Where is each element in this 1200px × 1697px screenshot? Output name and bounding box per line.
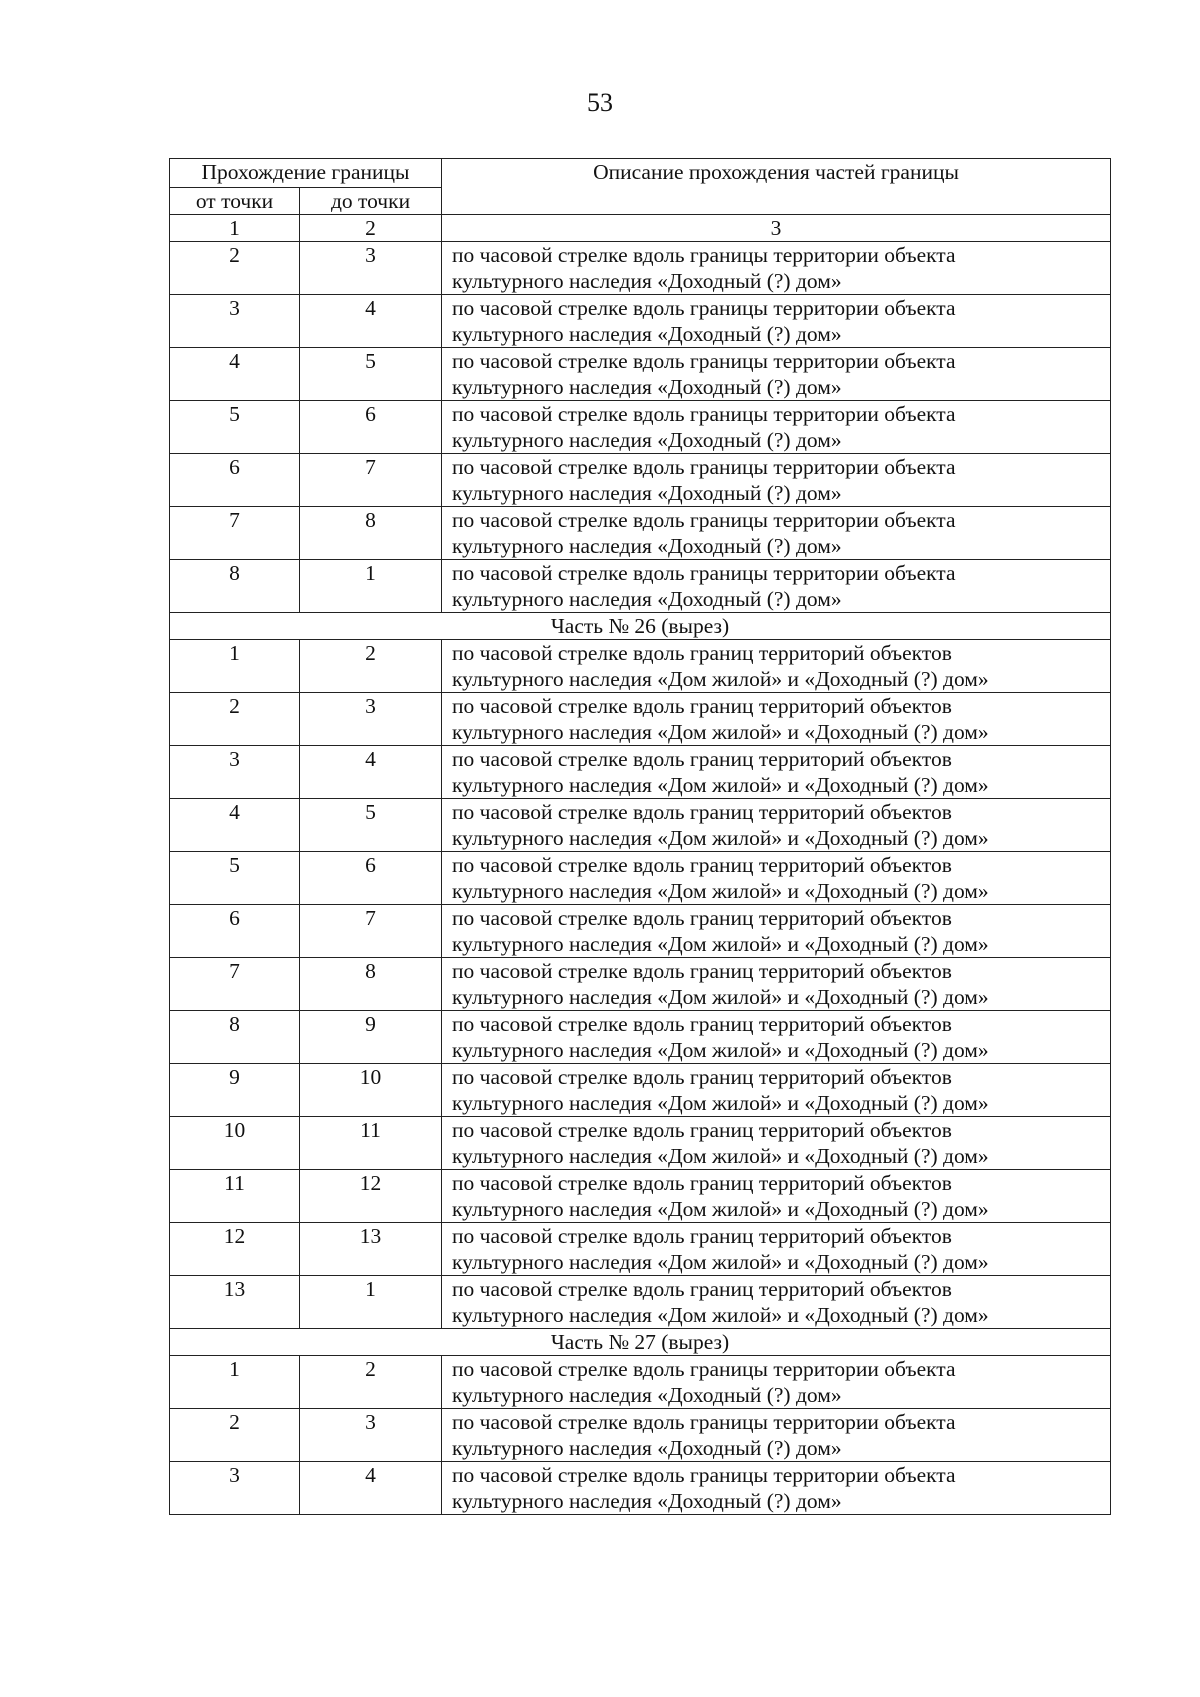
to-point-cell: 1 bbox=[300, 560, 442, 613]
header-boundary-passage: Прохождение границы bbox=[170, 159, 442, 188]
description-line-1: по часовой стрелке вдоль границ территорий объектов bbox=[452, 1118, 952, 1142]
description-cell bbox=[442, 1117, 1111, 1170]
table-row bbox=[170, 640, 1111, 693]
from-point-cell: 9 bbox=[170, 1064, 300, 1117]
table-row bbox=[170, 693, 1111, 746]
table-row bbox=[170, 1409, 1111, 1462]
to-point-cell: 12 bbox=[300, 1170, 442, 1223]
description-line-2: культурного наследия «Доходный (?) дом» bbox=[452, 534, 842, 558]
description-line-2: культурного наследия «Доходный (?) дом» bbox=[452, 1436, 842, 1460]
to-point-cell: 13 bbox=[300, 1223, 442, 1276]
description-line-2: культурного наследия «Доходный (?) дом» bbox=[452, 322, 842, 346]
from-point-cell: 1 bbox=[170, 640, 300, 693]
to-point-cell: 4 bbox=[300, 1462, 442, 1515]
description-cell bbox=[442, 746, 1111, 799]
description-cell bbox=[442, 507, 1111, 560]
description-line-1: по часовой стрелке вдоль границы территории объекта bbox=[452, 508, 956, 532]
to-point-cell: 2 bbox=[300, 1356, 442, 1409]
description-cell bbox=[442, 1011, 1111, 1064]
description-line-1: по часовой стрелке вдоль границ территорий объектов bbox=[452, 959, 952, 983]
description-line-2: культурного наследия «Дом жилой» и «Доходный (?) дом» bbox=[452, 826, 989, 850]
to-point-cell: 6 bbox=[300, 401, 442, 454]
to-point-cell: 3 bbox=[300, 1409, 442, 1462]
description-line-2: культурного наследия «Дом жилой» и «Доходный (?) дом» bbox=[452, 1197, 989, 1221]
description-line-1: по часовой стрелке вдоль границы территории объекта bbox=[452, 1357, 956, 1381]
table-row bbox=[170, 295, 1111, 348]
description-cell bbox=[442, 799, 1111, 852]
description-line-1: по часовой стрелке вдоль границы территории объекта bbox=[452, 1410, 956, 1434]
table-row bbox=[170, 1223, 1111, 1276]
from-point-cell: 6 bbox=[170, 454, 300, 507]
table-body bbox=[170, 242, 1111, 1515]
to-point-cell: 8 bbox=[300, 958, 442, 1011]
to-point-cell: 4 bbox=[300, 295, 442, 348]
description-line-1: по часовой стрелке вдоль границы территории объекта bbox=[452, 1463, 956, 1487]
to-point-cell: 3 bbox=[300, 242, 442, 295]
to-point-cell: 5 bbox=[300, 348, 442, 401]
table-row bbox=[170, 1170, 1111, 1223]
description-cell bbox=[442, 401, 1111, 454]
description-cell bbox=[442, 640, 1111, 693]
description-line-2: культурного наследия «Дом жилой» и «Доходный (?) дом» bbox=[452, 1250, 989, 1274]
description-line-2: культурного наследия «Дом жилой» и «Доходный (?) дом» bbox=[452, 932, 989, 956]
to-point-cell: 9 bbox=[300, 1011, 442, 1064]
description-line-2: культурного наследия «Дом жилой» и «Доходный (?) дом» bbox=[452, 1144, 989, 1168]
description-line-2: культурного наследия «Дом жилой» и «Доходный (?) дом» bbox=[452, 773, 989, 797]
from-point-cell: 8 bbox=[170, 1011, 300, 1064]
table-row bbox=[170, 905, 1111, 958]
from-point-cell: 1 bbox=[170, 1356, 300, 1409]
table-row bbox=[170, 560, 1111, 613]
description-line-2: культурного наследия «Доходный (?) дом» bbox=[452, 587, 842, 611]
description-line-1: по часовой стрелке вдоль границ территорий объектов bbox=[452, 694, 952, 718]
description-line-1: по часовой стрелке вдоль границ территорий объектов bbox=[452, 747, 952, 771]
description-line-1: по часовой стрелке вдоль границ территорий объектов bbox=[452, 1224, 952, 1248]
table-row bbox=[170, 852, 1111, 905]
header-from-point: от точки bbox=[170, 188, 300, 215]
column-number-3: 3 bbox=[442, 215, 1111, 242]
description-cell bbox=[442, 348, 1111, 401]
description-line-1: по часовой стрелке вдоль границы территории объекта bbox=[452, 402, 956, 426]
from-point-cell: 4 bbox=[170, 799, 300, 852]
description-cell bbox=[442, 1462, 1111, 1515]
table-row bbox=[170, 799, 1111, 852]
table-row bbox=[170, 1064, 1111, 1117]
from-point-cell: 5 bbox=[170, 401, 300, 454]
table-row bbox=[170, 1117, 1111, 1170]
to-point-cell: 11 bbox=[300, 1117, 442, 1170]
description-cell bbox=[442, 295, 1111, 348]
description-line-1: по часовой стрелке вдоль границы территории объекта bbox=[452, 243, 956, 267]
to-point-cell: 8 bbox=[300, 507, 442, 560]
description-cell bbox=[442, 1409, 1111, 1462]
description-cell bbox=[442, 1276, 1111, 1329]
table-row bbox=[170, 401, 1111, 454]
table-row bbox=[170, 958, 1111, 1011]
from-point-cell: 2 bbox=[170, 1409, 300, 1462]
description-cell bbox=[442, 1356, 1111, 1409]
to-point-cell: 6 bbox=[300, 852, 442, 905]
to-point-cell: 2 bbox=[300, 640, 442, 693]
description-line-2: культурного наследия «Дом жилой» и «Доходный (?) дом» bbox=[452, 720, 989, 744]
description-line-2: культурного наследия «Дом жилой» и «Доходный (?) дом» bbox=[452, 1038, 989, 1062]
description-line-2: культурного наследия «Дом жилой» и «Доходный (?) дом» bbox=[452, 985, 989, 1009]
header-description: Описание прохождения частей границы bbox=[442, 159, 1111, 215]
description-line-1: по часовой стрелке вдоль границ территорий объектов bbox=[452, 1065, 952, 1089]
from-point-cell: 3 bbox=[170, 746, 300, 799]
from-point-cell: 8 bbox=[170, 560, 300, 613]
table-row bbox=[170, 242, 1111, 295]
description-line-2: культурного наследия «Дом жилой» и «Доходный (?) дом» bbox=[452, 1303, 989, 1327]
to-point-cell: 5 bbox=[300, 799, 442, 852]
page-number: 53 bbox=[587, 88, 613, 117]
description-line-2: культурного наследия «Дом жилой» и «Доходный (?) дом» bbox=[452, 667, 989, 691]
from-point-cell: 6 bbox=[170, 905, 300, 958]
table-row bbox=[170, 1356, 1111, 1409]
to-point-cell: 7 bbox=[300, 454, 442, 507]
from-point-cell: 11 bbox=[170, 1170, 300, 1223]
from-point-cell: 5 bbox=[170, 852, 300, 905]
table-row bbox=[170, 1011, 1111, 1064]
from-point-cell: 2 bbox=[170, 242, 300, 295]
description-line-1: по часовой стрелке вдоль границы территории объекта bbox=[452, 296, 956, 320]
description-cell bbox=[442, 242, 1111, 295]
description-cell bbox=[442, 454, 1111, 507]
description-cell bbox=[442, 905, 1111, 958]
header-to-point: до точки bbox=[300, 188, 442, 215]
from-point-cell: 7 bbox=[170, 507, 300, 560]
table-row bbox=[170, 348, 1111, 401]
description-cell bbox=[442, 1223, 1111, 1276]
table-row bbox=[170, 746, 1111, 799]
table-row bbox=[170, 1462, 1111, 1515]
description-line-1: по часовой стрелке вдоль границ территорий объектов bbox=[452, 1012, 952, 1036]
description-line-2: культурного наследия «Доходный (?) дом» bbox=[452, 375, 842, 399]
to-point-cell: 10 bbox=[300, 1064, 442, 1117]
description-line-2: культурного наследия «Доходный (?) дом» bbox=[452, 428, 842, 452]
description-cell bbox=[442, 958, 1111, 1011]
section-title: Часть № 26 (вырез) bbox=[170, 613, 1111, 640]
from-point-cell: 10 bbox=[170, 1117, 300, 1170]
to-point-cell: 4 bbox=[300, 746, 442, 799]
description-line-1: по часовой стрелке вдоль границ территорий объектов bbox=[452, 853, 952, 877]
description-line-1: по часовой стрелке вдоль границ территорий объектов bbox=[452, 906, 952, 930]
to-point-cell: 1 bbox=[300, 1276, 442, 1329]
section-row bbox=[170, 613, 1111, 640]
description-cell bbox=[442, 693, 1111, 746]
description-line-1: по часовой стрелке вдоль границ территорий объектов bbox=[452, 1171, 952, 1195]
description-cell bbox=[442, 560, 1111, 613]
description-line-2: культурного наследия «Дом жилой» и «Доходный (?) дом» bbox=[452, 879, 989, 903]
from-point-cell: 13 bbox=[170, 1276, 300, 1329]
column-number-1: 1 bbox=[170, 215, 300, 242]
table-row bbox=[170, 454, 1111, 507]
description-line-1: по часовой стрелке вдоль границ территорий объектов bbox=[452, 1277, 952, 1301]
description-line-1: по часовой стрелке вдоль границ территорий объектов bbox=[452, 800, 952, 824]
section-row bbox=[170, 1329, 1111, 1356]
from-point-cell: 2 bbox=[170, 693, 300, 746]
description-cell bbox=[442, 1064, 1111, 1117]
from-point-cell: 7 bbox=[170, 958, 300, 1011]
description-line-2: культурного наследия «Доходный (?) дом» bbox=[452, 1383, 842, 1407]
description-line-1: по часовой стрелке вдоль границы территории объекта bbox=[452, 455, 956, 479]
to-point-cell: 7 bbox=[300, 905, 442, 958]
from-point-cell: 3 bbox=[170, 1462, 300, 1515]
column-number-2: 2 bbox=[300, 215, 442, 242]
description-line-2: культурного наследия «Дом жилой» и «Доходный (?) дом» bbox=[452, 1091, 989, 1115]
from-point-cell: 12 bbox=[170, 1223, 300, 1276]
section-title: Часть № 27 (вырез) bbox=[170, 1329, 1111, 1356]
description-cell bbox=[442, 852, 1111, 905]
boundary-table bbox=[169, 158, 1111, 1515]
table-row bbox=[170, 507, 1111, 560]
description-line-1: по часовой стрелке вдоль границы территории объекта bbox=[452, 561, 956, 585]
description-line-2: культурного наследия «Доходный (?) дом» bbox=[452, 481, 842, 505]
description-line-2: культурного наследия «Доходный (?) дом» bbox=[452, 269, 842, 293]
table-row bbox=[170, 1276, 1111, 1329]
to-point-cell: 3 bbox=[300, 693, 442, 746]
description-line-2: культурного наследия «Доходный (?) дом» bbox=[452, 1489, 842, 1513]
from-point-cell: 4 bbox=[170, 348, 300, 401]
description-cell bbox=[442, 1170, 1111, 1223]
description-line-1: по часовой стрелке вдоль границ территорий объектов bbox=[452, 641, 952, 665]
description-line-1: по часовой стрелке вдоль границы территории объекта bbox=[452, 349, 956, 373]
from-point-cell: 3 bbox=[170, 295, 300, 348]
